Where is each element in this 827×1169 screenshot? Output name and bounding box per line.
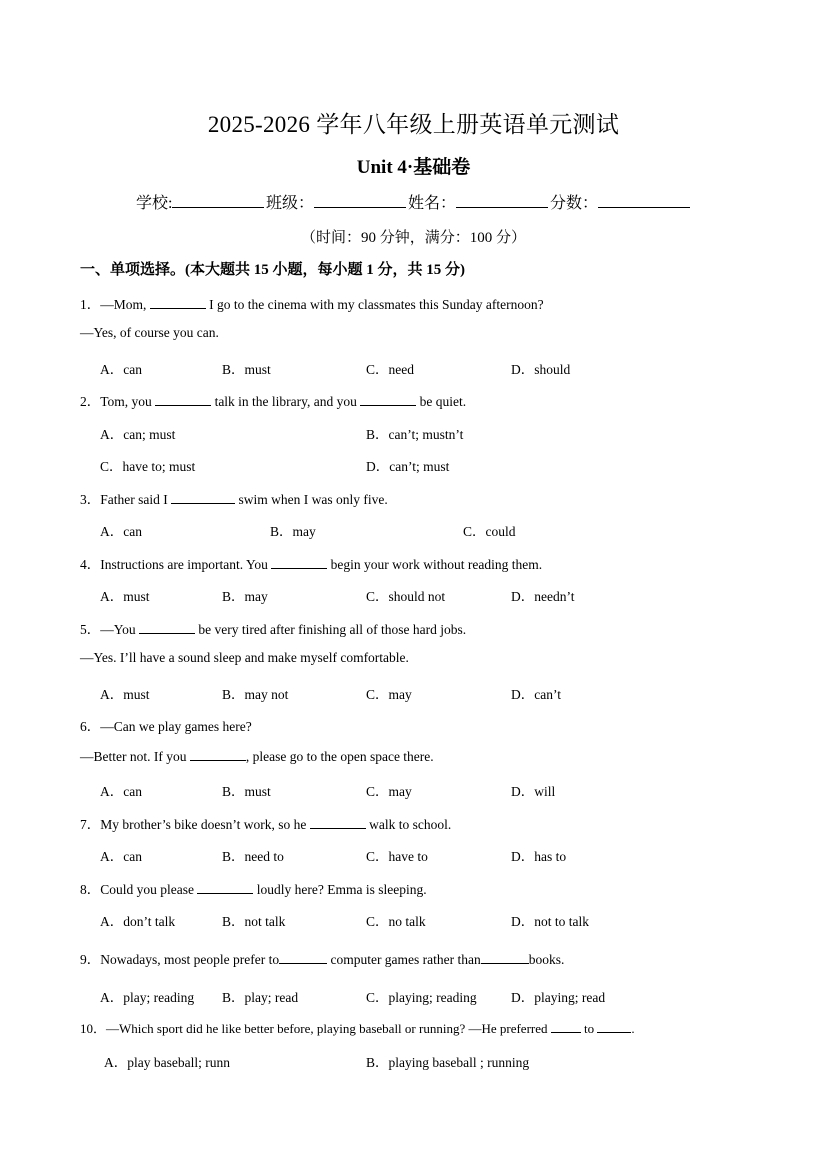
question-6-reply bbox=[80, 748, 434, 765]
option-c[interactable]: C．may bbox=[366, 784, 412, 799]
question-text: Could you please bbox=[100, 882, 198, 897]
option-b[interactable]: B．need to bbox=[222, 849, 284, 864]
option-a[interactable]: A．play baseball; runn bbox=[104, 1055, 230, 1070]
question-text: Father said I bbox=[100, 492, 172, 507]
question-text: Tom, you bbox=[100, 394, 156, 409]
school-label: 学校: bbox=[136, 195, 173, 212]
question-text: be very tired after finishing all of those hard jobs. bbox=[195, 622, 467, 637]
question-text: —Can we play games here? bbox=[100, 719, 252, 734]
answer-blank[interactable] bbox=[197, 881, 253, 894]
question-text: I go to the cinema with my classmates this Sunday afternoon? bbox=[205, 297, 544, 312]
question-5-reply: —Yes. I’ll have a sound sleep and make myself comfortable. bbox=[80, 650, 409, 665]
option-d[interactable]: D．playing; read bbox=[511, 990, 606, 1005]
class-blank[interactable] bbox=[314, 193, 406, 208]
option-b[interactable]: B．may not bbox=[222, 687, 289, 702]
option-c[interactable]: C．need bbox=[366, 362, 414, 377]
question-number: 7． bbox=[80, 817, 101, 832]
option-b[interactable]: B．must bbox=[222, 362, 271, 377]
question-3 bbox=[80, 488, 388, 508]
option-d[interactable]: D．needn’t bbox=[511, 589, 575, 604]
score-field bbox=[550, 190, 690, 213]
option-d[interactable]: D．has to bbox=[511, 849, 567, 864]
question-10 bbox=[80, 1018, 635, 1037]
class-field bbox=[266, 190, 406, 213]
option-d[interactable]: D．should bbox=[511, 362, 571, 377]
school-field bbox=[136, 190, 264, 213]
page-title: 2025-2026 学年八年级上册英语单元测试 bbox=[207, 112, 620, 137]
option-b[interactable]: B．playing baseball ; running bbox=[366, 1055, 530, 1070]
question-text: walk to school. bbox=[365, 817, 452, 832]
question-text: books. bbox=[528, 952, 565, 967]
answer-blank[interactable] bbox=[310, 816, 366, 829]
class-label: 班级： bbox=[266, 195, 315, 212]
page-subtitle: Unit 4·基础卷 bbox=[356, 157, 471, 178]
question-8 bbox=[80, 878, 427, 898]
option-b[interactable]: B．not talk bbox=[222, 914, 286, 929]
option-b[interactable]: B．play; read bbox=[222, 990, 299, 1005]
option-b[interactable]: B．must bbox=[222, 784, 271, 799]
question-text: , please go to the open space there. bbox=[245, 749, 434, 764]
question-number: 2． bbox=[80, 394, 101, 409]
option-d[interactable]: D．can’t bbox=[511, 687, 561, 702]
answer-blank[interactable] bbox=[481, 951, 529, 964]
question-text: —Which sport did he like better before, playing baseball or running? —He preferred bbox=[106, 1021, 551, 1036]
question-1 bbox=[80, 293, 544, 313]
question-text: swim when I was only five. bbox=[235, 492, 388, 507]
answer-blank[interactable] bbox=[551, 1020, 581, 1033]
answer-blank[interactable] bbox=[360, 393, 416, 406]
question-text: talk in the library, and you bbox=[211, 394, 361, 409]
option-a[interactable]: A．can bbox=[100, 784, 142, 799]
option-a[interactable]: A．don’t talk bbox=[100, 914, 176, 929]
score-blank[interactable] bbox=[598, 193, 690, 208]
option-c[interactable]: C．have to; must bbox=[100, 459, 196, 474]
option-a[interactable]: A．can bbox=[100, 524, 142, 539]
option-c[interactable]: C．have to bbox=[366, 849, 428, 864]
question-text: My brother’s bike doesn’t work, so he bbox=[100, 817, 310, 832]
option-c[interactable]: C．playing; reading bbox=[366, 990, 477, 1005]
question-number: 6． bbox=[80, 719, 101, 734]
question-2 bbox=[80, 390, 466, 410]
question-text: computer games rather than bbox=[327, 952, 481, 967]
option-a[interactable]: A．can bbox=[100, 362, 142, 377]
answer-blank[interactable] bbox=[597, 1020, 631, 1033]
question-6 bbox=[80, 715, 252, 735]
question-7 bbox=[80, 813, 451, 833]
option-c[interactable]: C．should not bbox=[366, 589, 446, 604]
question-5 bbox=[80, 618, 466, 638]
option-a[interactable]: A．must bbox=[100, 687, 150, 702]
question-9 bbox=[80, 948, 564, 968]
question-text: to bbox=[580, 1021, 598, 1036]
name-label: 姓名： bbox=[408, 195, 457, 212]
option-d[interactable]: D．will bbox=[511, 784, 556, 799]
option-a[interactable]: A．can; must bbox=[100, 427, 176, 442]
option-b[interactable]: B．may bbox=[222, 589, 268, 604]
question-text: —Better not. If you bbox=[80, 749, 190, 764]
option-d[interactable]: D．not to talk bbox=[511, 914, 589, 929]
time-note: （时间：90 分钟，满分：100 分） bbox=[300, 230, 526, 246]
question-text: Instructions are important. You bbox=[100, 557, 272, 572]
answer-blank[interactable] bbox=[271, 556, 327, 569]
question-number: 9． bbox=[80, 952, 101, 967]
question-text: be quiet. bbox=[416, 394, 467, 409]
option-b[interactable]: B．can’t; mustn’t bbox=[366, 427, 464, 442]
question-number: 10． bbox=[80, 1021, 107, 1036]
answer-blank[interactable] bbox=[190, 748, 246, 761]
option-c[interactable]: C．no talk bbox=[366, 914, 426, 929]
option-d[interactable]: D．can’t; must bbox=[366, 459, 450, 474]
name-blank[interactable] bbox=[456, 193, 548, 208]
option-c[interactable]: C．may bbox=[366, 687, 412, 702]
question-text: loudly here? Emma is sleeping. bbox=[253, 882, 427, 897]
question-number: 4． bbox=[80, 557, 101, 572]
answer-blank[interactable] bbox=[139, 621, 195, 634]
question-text: —You bbox=[100, 622, 140, 637]
option-b[interactable]: B．may bbox=[270, 524, 316, 539]
answer-blank[interactable] bbox=[155, 393, 211, 406]
option-a[interactable]: A．play; reading bbox=[100, 990, 195, 1005]
name-field bbox=[408, 190, 548, 213]
option-a[interactable]: A．must bbox=[100, 589, 150, 604]
question-number: 8． bbox=[80, 882, 101, 897]
answer-blank[interactable] bbox=[150, 296, 206, 309]
question-4 bbox=[80, 553, 542, 573]
score-label: 分数： bbox=[550, 195, 599, 212]
question-number: 5． bbox=[80, 622, 101, 637]
question-1-reply: —Yes, of course you can. bbox=[80, 325, 219, 340]
question-text: begin your work without reading them. bbox=[327, 557, 543, 572]
school-blank[interactable] bbox=[172, 193, 264, 208]
answer-blank[interactable] bbox=[279, 951, 327, 964]
option-a[interactable]: A．can bbox=[100, 849, 142, 864]
question-number: 1． bbox=[80, 297, 101, 312]
section-title: 一、单项选择。(本大题共 15 小题，每小题 1 分，共 15 分) bbox=[80, 262, 465, 278]
option-c[interactable]: C．could bbox=[463, 524, 516, 539]
answer-blank[interactable] bbox=[171, 491, 235, 504]
question-text: . bbox=[631, 1021, 635, 1036]
question-number: 3． bbox=[80, 492, 101, 507]
question-text: —Mom, bbox=[100, 297, 150, 312]
question-text: Nowadays, most people prefer to bbox=[100, 952, 280, 967]
